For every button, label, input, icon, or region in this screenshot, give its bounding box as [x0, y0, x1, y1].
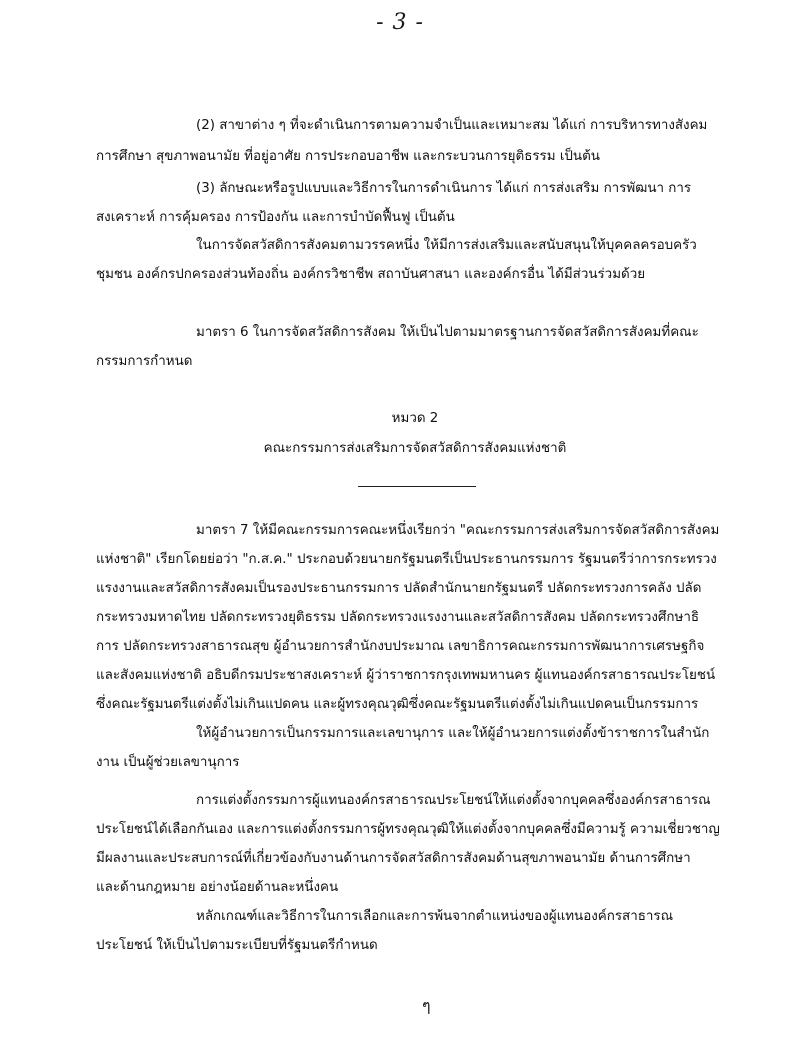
text-line-paragraph-start: การแต่งตั้งกรรมการผู้แทนองค์กรสาธารณประโยชน์ให้แต่งตั้งจากบุคคลซึ่งองค์กรสาธารณ — [196, 793, 711, 808]
text-line: การศึกษา สุขภาพอนามัย ที่อยู่อาศัย การประกอบอาชีพ และกระบวนการยุติธรรม เป็นต้น — [96, 149, 600, 164]
page-number: - 3 - — [376, 10, 424, 35]
text-line: และสังคมแห่งชาติ อธิบดีกรมประชาสงเคราะห์ ผู้ว่าราชการกรุงเทพมหานคร ผู้แทนองค์กรสาธารณประโยชน์ — [96, 668, 716, 683]
chapter-title: คณะกรรมการส่งเสริมการจัดสวัสดิการสังคมแห่งชาติ — [263, 441, 567, 456]
text-line: งาน เป็นผู้ช่วยเลขานุการ — [96, 755, 240, 770]
text-line-paragraph-start: ให้ผู้อำนวยการเป็นกรรมการและเลขานุการ และให้ผู้อำนวยการแต่งตั้งข้าราชการในสำนัก — [196, 726, 710, 741]
text-line: ซึ่งคณะรัฐมนตรีแต่งตั้งไม่เกินแปดคน และผู้ทรงคุณวุฒิซึ่งคณะรัฐมนตรีแต่งตั้งไม่เกินแปดคนเป็นกรรมการ — [96, 697, 699, 712]
section-6-line: มาตรา 6 ในการจัดสวัสดิการสังคม ให้เป็นไปตามมาตรฐานการจัดสวัสดิการสังคมที่คณะ — [196, 325, 699, 340]
text-line: มีผลงานและประสบการณ์ที่เกี่ยวข้องกับงานด้านการจัดสวัสดิการสังคมด้านสุขภาพอนามัย ด้านการศึกษา — [96, 851, 691, 866]
heading-divider — [358, 486, 476, 487]
text-line: ประโยชน์ ให้เป็นไปตามระเบียบที่รัฐมนตรีกำหนด — [96, 938, 378, 953]
text-line: แรงงานและสวัสดิการสังคมเป็นรองประธานกรรมการ ปลัดสำนักนายกรัฐมนตรี ปลัดกระทรวงการคลัง ปลัด — [96, 581, 702, 596]
text-line: ประโยชน์ได้เลือกกันเอง และการแต่งตั้งกรรมการผู้ทรงคุณวุฒิให้แต่งตั้งจากบุคคลซึ่งมีความรู้ ความเชี่ยวชาญ — [96, 822, 720, 837]
text-line: กรรมการกำหนด — [96, 354, 193, 369]
chapter-heading: หมวด 2 — [391, 411, 439, 426]
text-line-paragraph-start: หลักเกณฑ์และวิธีการในการเลือกและการพ้นจากตำแหน่งของผู้แทนองค์กรสาธารณ — [196, 909, 674, 924]
text-line: และด้านกฎหมาย อย่างน้อยด้านละหนึ่งคน — [96, 880, 339, 895]
text-line: กระทรวงมหาดไทย ปลัดกระทรวงยุติธรรม ปลัดกระทรวงแรงงานและสวัสดิการสังคม ปลัดกระทรวงศึกษาธิ — [96, 610, 700, 625]
text-line-clause-3: (3) ลักษณะหรือรูปแบบและวิธีการในการดำเนินการ ได้แก่ การส่งเสริม การพัฒนา การ — [196, 181, 692, 196]
text-line: ชุมชน องค์กรปกครองส่วนท้องถิ่น องค์กรวิชาชีพ สถาบันศาสนา และองค์กรอื่น ได้มีส่วนร่วมด้วย — [96, 267, 646, 282]
text-line-paragraph-start: ในการจัดสวัสดิการสังคมตามวรรคหนึ่ง ให้มีการส่งเสริมและสนับสนุนให้บุคคลครอบครัว — [196, 238, 697, 253]
section-7-line: มาตรา 7 ให้มีคณะกรรมการคณะหนึ่งเรียกว่า "คณะกรรมการส่งเสริมการจัดสวัสดิการสังคม — [196, 523, 720, 538]
text-line: แห่งชาติ" เรียกโดยย่อว่า "ก.ส.ค." ประกอบด้วยนายกรัฐมนตรีเป็นประธานกรรมการ รัฐมนตรีว่าการกระทรวง — [96, 552, 717, 567]
text-line-clause-2: (2) สาขาต่าง ๆ ที่จะดำเนินการตามความจำเป็นและเหมาะสม ได้แก่ การบริหารทางสังคม — [196, 118, 708, 133]
text-line: สงเคราะห์ การคุ้มครอง การป้องกัน และการบำบัดฟื้นฟู เป็นต้น — [96, 210, 455, 225]
text-line: การ ปลัดกระทรวงสาธารณสุข ผู้อำนวยการสำนักงบประมาณ เลขาธิการคณะกรรมการพัฒนาการเศรษฐกิจ — [96, 639, 705, 654]
continuation-mark: ๆ — [422, 996, 431, 1015]
